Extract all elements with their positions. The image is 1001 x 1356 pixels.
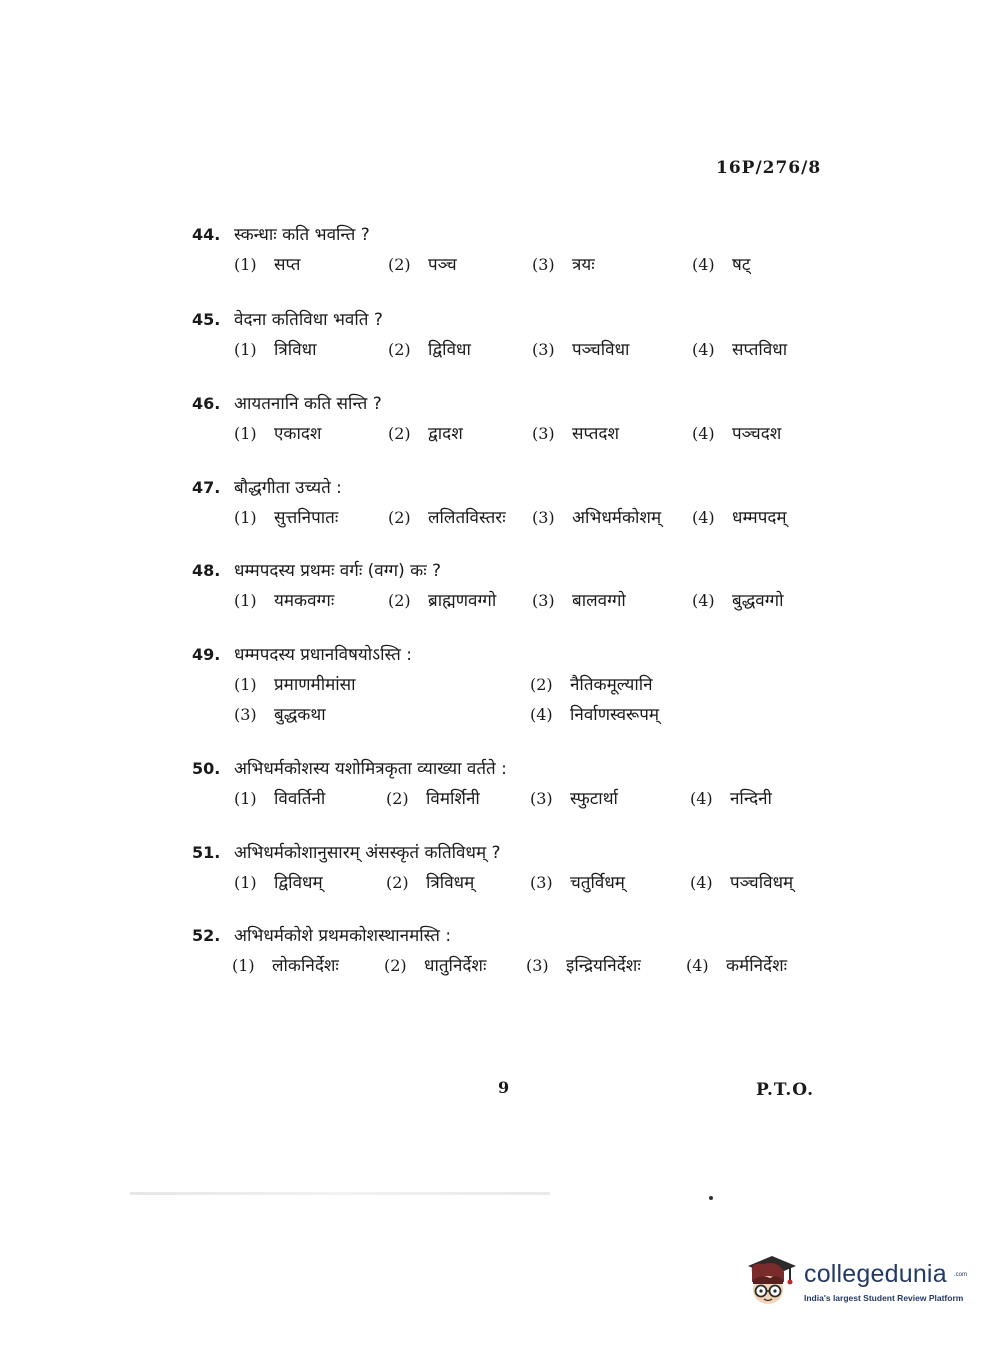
options-row [192,505,842,535]
options-row [192,702,842,732]
question-number: 48. [192,561,221,580]
option-1: (1) त्रिविधा [234,340,317,360]
option-3: (3) पञ्चविधा [532,340,630,360]
question-44 [192,222,842,282]
question-text: अभिधर्मकोशस्य यशोमित्रकृता व्याख्या वर्तते : [234,759,507,779]
question-number: 50. [192,759,221,778]
option-4: (4) निर्वाणस्वरूपम् [530,705,660,725]
brand-tagline: India's largest Student Review Platform [804,1293,964,1303]
options-row [192,953,842,983]
option-3: (3) इन्द्रियनिर्देशः [526,956,641,976]
page-number: 9 [498,1078,510,1097]
option-3: (3) अभिधर्मकोशम् [532,508,662,528]
options-row [192,588,842,618]
question-number: 47. [192,478,221,497]
option-2: (2) ललितविस्तरः [388,508,506,528]
option-1: (1) एकादश [234,424,322,444]
question-number: 46. [192,394,221,413]
question-number: 51. [192,843,221,862]
question-51 [192,840,842,900]
options-row [192,870,842,900]
question-52 [192,923,842,983]
question-text: धम्मपदस्य प्रथमः वर्गः (वग्ग) कः ? [234,561,442,581]
option-1: (1) विवर्तिनी [234,789,326,809]
options-row [192,421,842,451]
question-47 [192,475,842,535]
question-50 [192,756,842,816]
paper-code: 16P/276/8 [716,158,822,178]
option-4: (4) धम्मपदम् [692,508,787,528]
options-row [192,252,842,282]
option-1: (1) द्विविधम् [234,873,323,893]
option-1: (1) प्रमाणमीमांसा [234,675,356,695]
question-49 [192,642,842,732]
option-4: (4) बुद्धवग्गो [692,591,784,611]
option-2: (2) विमर्शिनी [386,789,480,809]
question-text: अभिधर्मकोशे प्रथमकोशस्थानमस्ति : [234,926,452,946]
option-2: (2) द्विविधा [388,340,471,360]
question-text: अभिधर्मकोशानुसारम् अंसस्कृतं कतिविधम् ? [234,843,501,863]
option-4: (4) षट् [692,255,751,275]
scan-artifact-dot [709,1196,713,1200]
question-text: बौद्धगीता उच्यते : [234,478,342,498]
option-2: (2) त्रिविधम् [386,873,475,893]
question-number: 52. [192,926,221,945]
options-row [192,337,842,367]
question-text: धम्मपदस्य प्रधानविषयोऽस्ति : [234,645,412,665]
option-3: (3) चतुर्विधम् [530,873,625,893]
brand-domain: .com [954,1272,968,1278]
collegedunia-watermark [742,1252,972,1314]
options-row [192,672,842,702]
option-2: (2) ब्राह्मणवग्गो [388,591,497,611]
brand-name: collegedunia [804,1260,947,1288]
option-3: (3) सप्तदश [532,424,620,444]
scan-artifact-line [130,1192,550,1195]
option-3: (3) बुद्धकथा [234,705,326,725]
question-46 [192,391,842,451]
option-4: (4) कर्मनिर्देशः [686,956,788,976]
options-row [192,786,842,816]
question-text: स्कन्धाः कति भवन्ति ? [234,225,370,245]
option-1: (1) यमकवग्गः [234,591,335,611]
option-2: (2) द्वादश [388,424,463,444]
option-2: (2) धातुनिर्देशः [384,956,487,976]
question-48 [192,558,842,618]
option-1: (1) सुत्तनिपातः [234,508,339,528]
question-number: 45. [192,310,221,329]
question-text: वेदना कतिविधा भवति ? [234,310,383,330]
option-2: (2) पञ्च [388,255,457,275]
option-4: (4) पञ्चदश [692,424,782,444]
option-3: (3) स्फुटार्था [530,789,618,809]
option-2: (2) नैतिकमूल्यानि [530,675,653,695]
pto-label: P.T.O. [756,1080,814,1100]
option-4: (4) पञ्चविधम् [690,873,794,893]
option-3: (3) त्रयः [532,255,595,275]
option-4: (4) सप्तविधा [692,340,788,360]
option-3: (3) बालवग्गो [532,591,626,611]
mascot-icon [742,1252,798,1310]
option-4: (4) नन्दिनी [690,789,772,809]
question-number: 49. [192,645,221,664]
option-1: (1) लोकनिर्देशः [232,956,339,976]
option-1: (1) सप्त [234,255,301,275]
question-number: 44. [192,225,221,244]
question-text: आयतनानि कति सन्ति ? [234,394,382,414]
question-45 [192,307,842,367]
